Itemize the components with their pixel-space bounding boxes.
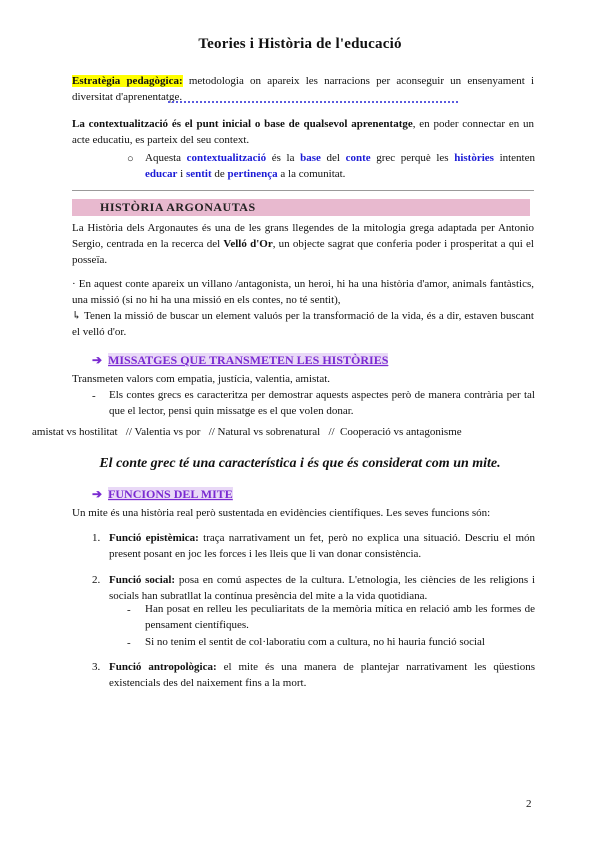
missatges-intro: Transmeten valors com empatia, justícia, valentia, amistat. [72, 373, 331, 385]
missatges-dash: - [92, 390, 96, 402]
keyword-sentit: sentit [185, 168, 212, 180]
bullet-text-2: és la [266, 152, 301, 164]
conte-line-1: · En aquest conte apareix un villano /antagonista, un heroi, hi ha una història d'amor, animals fantàstics, una missió (si no hi ha una missió en els contes, no té sentit), [72, 278, 534, 306]
missatges-heading [92, 353, 388, 368]
list-item [109, 572, 535, 604]
sub-dash: - [127, 604, 131, 616]
missatges-item: Els contes grecs es caracteritza per demostrar aquests aspectes però de manera contrària per tal que el lector, pensi quin missatge es el que volen donar. [109, 389, 535, 417]
funcions-heading [92, 487, 233, 502]
keyword-contextualitzacio: contextualització [186, 152, 267, 164]
sub-dash: - [127, 637, 131, 649]
keyword-pertinenca: pertinença [227, 168, 278, 180]
keyword-histories: històries [454, 152, 494, 164]
bullet-text-3: del [320, 152, 346, 164]
item-text: posa en comú aspectes de la cultura. L'etnologia, les ciències de les religions i socials han subratllat la contínua presència del mite a la vida quotidiana. [109, 574, 535, 602]
bullet-text-1: Aquesta [145, 152, 187, 164]
context-paragraph [72, 116, 534, 148]
list-item [109, 659, 535, 691]
historia-text-1: La Història dels Argonautes és una de les grans llegendes de la mitologia grega adaptada per Antonio Sergio, centrada en la recerca del [72, 222, 534, 250]
item-label: Funció social: [109, 574, 176, 586]
funcions-heading-label: FUNCIONS DEL MITE [108, 487, 233, 501]
section-title: HISTÒRIA ARGONAUTAS [100, 200, 256, 214]
list-item [109, 530, 535, 562]
keyword-educar: educar [145, 168, 178, 180]
estrategia-label: Estratègia pedagògica: [72, 75, 183, 87]
arrow-icon: ➔ [92, 353, 103, 367]
funcions-intro: Un mite és una història real però sustentada en evidències científiques. Les seves funcions són: [72, 507, 491, 519]
context-text: , en poder connectar en un acte educatiu, es parteix del seu context. [72, 118, 535, 146]
sub-item: Si no tenim el sentit de col·laboratiu com a cultura, no hi hauria funció social [145, 636, 485, 648]
bullet-text-4: grec perquè les [370, 152, 455, 164]
bullet-text-6: i [177, 168, 186, 180]
horizontal-rule [72, 190, 534, 191]
item-text: traça narrativament un fet, però no explica una situació. Descriu el món present posant en joc les forces i les lleis que li van donar consistència. [109, 532, 536, 560]
keyword-base: base [300, 152, 321, 164]
bullet-paragraph [145, 150, 535, 182]
keyword-conte: conte [345, 152, 371, 164]
page-title: Teories i Història de l'educació [198, 36, 402, 52]
circle-bullet: ○ [127, 153, 134, 165]
context-bold: La contextualització és el punt inicial o base de qualsevol aprenentatge [72, 118, 413, 130]
historia-paragraph [72, 220, 534, 268]
bullet-text-7: de [211, 168, 228, 180]
estrategia-text: metodologia on apareix les narracions per aconseguir un ensenyament i diversitat d'aprenentatge. [72, 75, 535, 103]
item-text: el mite és una manera de plantejar narrativament les qüestions existencials des del naixement fins a la mort. [109, 661, 535, 689]
bullet-text-5: intenten [493, 152, 535, 164]
list-number: 2. [92, 574, 101, 586]
list-number: 1. [92, 532, 101, 544]
arrow-icon: ➔ [92, 487, 103, 501]
historia-text-2: , un objecte sagrat que conferia poder i prosperitat a qui el posseïa. [72, 238, 534, 266]
dotted-divider [168, 101, 458, 106]
bullet-text-8: a la comunitat. [277, 168, 346, 180]
value-pairs: amistat vs hostilitat // Valentia vs por // Natural vs sobrenatural // Cooperació vs antagonisme [32, 426, 462, 438]
list-number: 3. [92, 661, 101, 673]
page-number: 2 [526, 798, 532, 810]
item-label: Funció antropològica: [109, 661, 217, 673]
missatges-heading-label: MISSATGES QUE TRANSMETEN LES HISTÒRIES [108, 353, 389, 367]
item-label: Funció epistèmica: [109, 532, 199, 544]
mite-statement: El conte grec té una característica i és que és considerat com un mite. [99, 456, 501, 471]
vello-dor: Velló d'Or [223, 238, 273, 250]
conte-line-2: ↳ Tenen la missió de buscar un element valuós per la transformació de la vida, és a dir, estaven buscant el velló d'or. [72, 310, 534, 338]
sub-item: Han posat en relleu les peculiaritats de la memòria mítica en relació amb les formes de pensament científiques. [145, 603, 535, 631]
